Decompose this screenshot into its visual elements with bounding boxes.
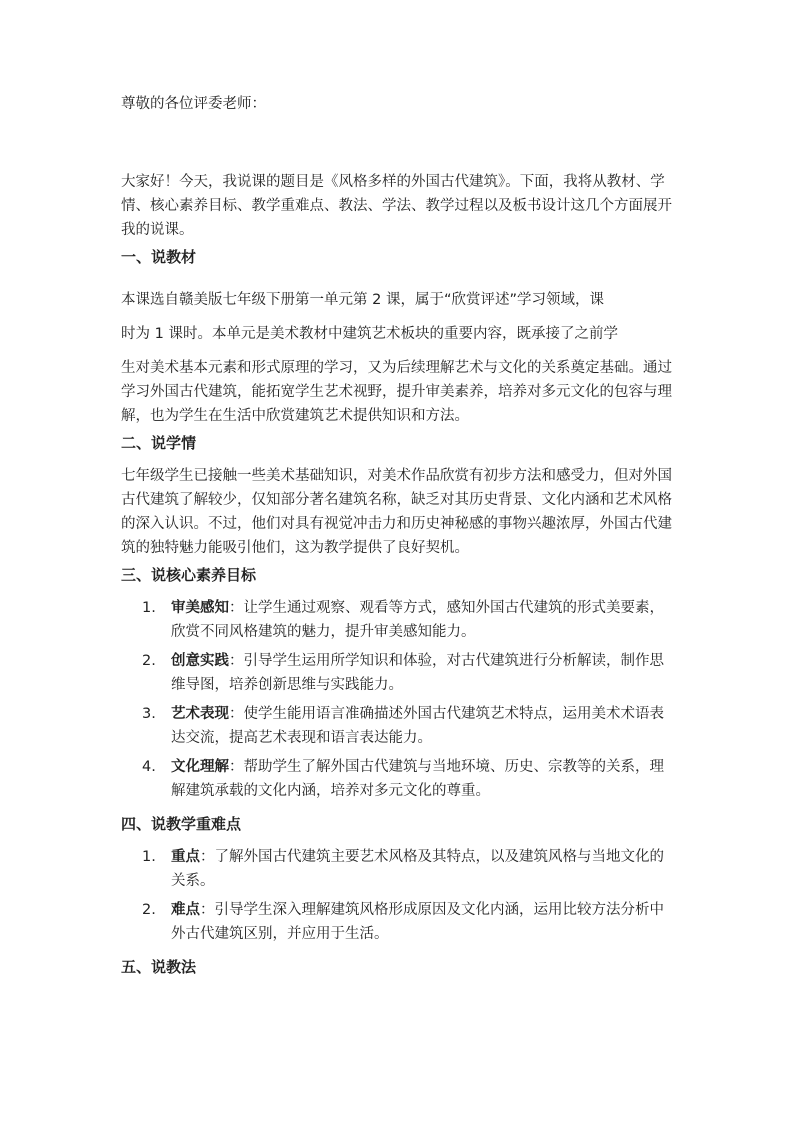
- intro-paragraph: 大家好！今天，我说课的题目是《风格多样的外国古代建筑》。下面，我将从教材、学情、核心素养目标、教学重难点、教法、学法、教学过程以及板书设计这几个方面展开我的说课。: [121, 174, 672, 238]
- list-number: 3.: [142, 706, 156, 722]
- key-point-item: [142, 898, 675, 946]
- key-point-term: 重点: [171, 849, 200, 865]
- goal-term: 文化理解: [171, 759, 229, 775]
- goal-text: ：使学生能用语言准确描述外国古代建筑艺术特点，运用美术术语表达交流，提高艺术表现和语言表达能力。: [171, 706, 664, 746]
- section-2-paragraph: 七年级学生已接触一些美术基础知识，对美术作品欣赏有初步方法和感受力，但对外国古代建筑了解较少，仅知部分著名建筑名称，缺乏对其历史背景、文化内涵和艺术风格的深入认识。不过，他们对具有视觉冲击力和历史神秘感的事物兴趣浓厚，外国古代建筑的独特魅力能吸引他们，这为教学提供了良好契机。: [121, 468, 672, 556]
- goal-item: [142, 702, 675, 750]
- list-number: 4.: [142, 759, 156, 775]
- goal-text: ：帮助学生了解外国古代建筑与当地环境、历史、宗教等的关系，理解建筑承载的文化内涵，培养对多元文化的尊重。: [171, 759, 664, 799]
- goal-item: [142, 596, 675, 644]
- section-2-heading: 二、说学情: [121, 434, 197, 452]
- section-3-heading: 三、说核心素养目标: [121, 566, 257, 584]
- section-1-paragraph: 生对美术基本元素和形式原理的学习，又为后续理解艺术与文化的关系奠定基础。通过学习外国古代建筑，能拓宽学生艺术视野，提升审美素养，培养对多元文化的包容与理解，也为学生在生活中欣赏建筑艺术提供知识和方法。: [121, 360, 672, 424]
- section-1-line-2: 时为 1 课时。本单元是美术教材中建筑艺术板块的重要内容，既承接了之前学: [121, 326, 618, 342]
- goal-item: [142, 755, 675, 803]
- list-number: 2.: [142, 653, 156, 669]
- goal-text: ：引导学生运用所学知识和体验，对古代建筑进行分析解读，制作思维导图，培养创新思维与实践能力。: [171, 653, 664, 693]
- goal-text: ：让学生通过观察、观看等方式，感知外国古代建筑的形式美要素，欣赏不同风格建筑的魅力，提升审美感知能力。: [171, 600, 664, 640]
- section-1-line-1: 本课选自赣美版七年级下册第一单元第 2 课，属于“欣赏评述”学习领域，课: [121, 292, 604, 308]
- goal-term: 艺术表现: [171, 706, 229, 722]
- goal-term: 创意实践: [171, 653, 229, 669]
- key-point-term: 难点: [171, 902, 200, 918]
- section-1-heading: 一、说教材: [121, 248, 197, 266]
- list-number: 1.: [142, 849, 156, 865]
- goal-item: [142, 649, 675, 697]
- goal-term: 审美感知: [171, 600, 229, 616]
- key-point-text: ：了解外国古代建筑主要艺术风格及其特点，以及建筑风格与当地文化的关系。: [171, 849, 664, 889]
- section-4-heading: 四、说教学重难点: [121, 815, 242, 833]
- list-number: 2.: [142, 902, 156, 918]
- key-point-text: ：引导学生深入理解建筑风格形成原因及文化内涵，运用比较方法分析中外古代建筑区别，并应用于生活。: [171, 902, 664, 942]
- key-point-item: [142, 845, 675, 893]
- list-number: 1.: [142, 600, 156, 616]
- greeting: 尊敬的各位评委老师：: [121, 96, 266, 112]
- section-5-heading: 五、说教法: [121, 958, 197, 976]
